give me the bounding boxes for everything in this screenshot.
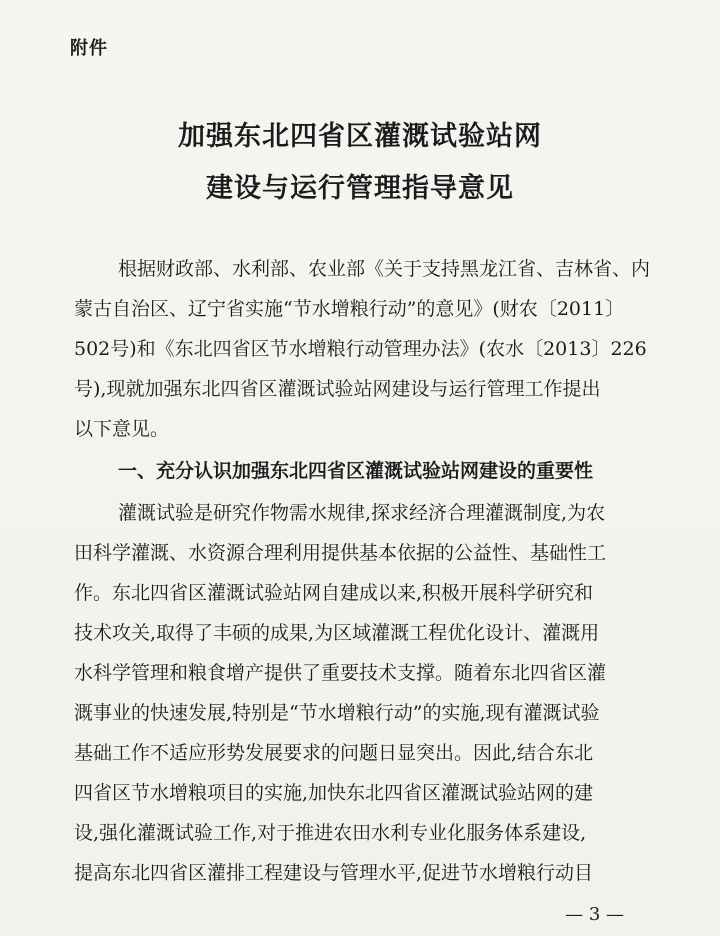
section-1-line-5: 水科学管理和粮食增产提供了重要技术支撑。随着东北四省区灌 <box>74 662 607 684</box>
section-1-line-10: 提高东北四省区灌排工程建设与管理水平,促进节水增粮行动目 <box>74 862 594 884</box>
intro-line-2: 蒙古自治区、辽宁省实施“节水增粮行动”的意见》(财农〔2011〕 <box>74 298 625 320</box>
intro-line-5: 以下意见。 <box>74 418 170 440</box>
section-1-line-9: 设,强化灌溉试验工作,对于推进农田水利专业化服务体系建设, <box>74 822 587 844</box>
intro-line-4: 号),现就加强东北四省区灌溉试验站网建设与运行管理工作提出 <box>74 378 601 400</box>
title-line-2: 建设与运行管理指导意见 <box>206 173 514 204</box>
intro-line-1: 根据财政部、水利部、农业部《关于支持黑龙江省、吉林省、内 <box>118 258 651 280</box>
page-number: — 3 — <box>565 904 624 925</box>
section-1-heading: 一、充分认识加强东北四省区灌溉试验站网建设的重要性 <box>118 460 594 482</box>
title-line-1: 加强东北四省区灌溉试验站网 <box>178 121 542 152</box>
section-1-line-2: 田科学灌溉、水资源合理利用提供基本依据的公益性、基础性工 <box>74 542 607 564</box>
attachment-label: 附件 <box>70 38 108 59</box>
section-1-line-7: 基础工作不适应形势发展要求的问题日显突出。因此,结合东北 <box>74 742 594 764</box>
section-1-line-4: 技术攻关,取得了丰硕的成果,为区域灌溉工程优化设计、灌溉用 <box>74 622 600 644</box>
section-1-line-3: 作。东北四省区灌溉试验站网自建成以来,积极开展科学研究和 <box>74 582 594 604</box>
intro-line-3: 502号)和《东北四省区节水增粮行动管理办法》(农水〔2013〕226 <box>74 338 647 360</box>
section-1-line-1: 灌溉试验是研究作物需水规律,探求经济合理灌溉制度,为农 <box>118 502 606 524</box>
section-1-line-6: 溉事业的快速发展,特别是“节水增粮行动”的实施,现有灌溉试验 <box>74 702 600 724</box>
section-1-line-8: 四省区节水增粮项目的实施,加快东北四省区灌溉试验站网的建 <box>74 782 594 804</box>
